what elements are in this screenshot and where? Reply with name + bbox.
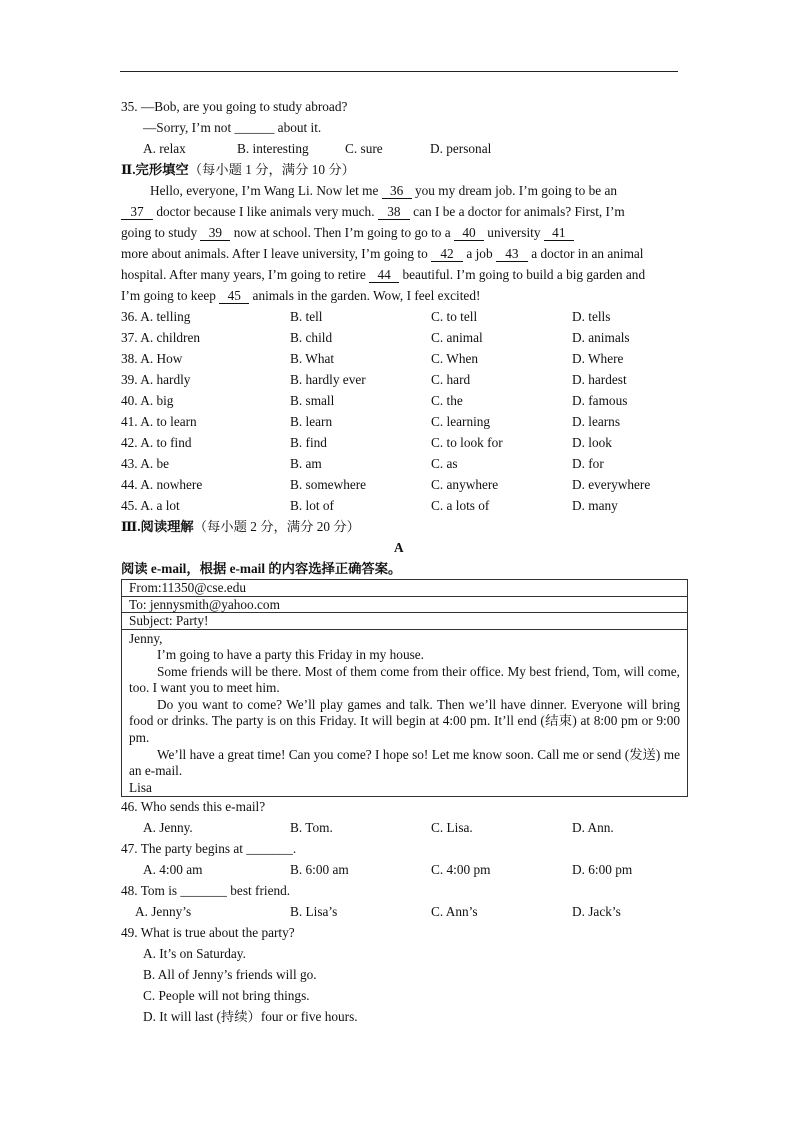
cloze-text: doctor because I like animals very much. [153, 204, 378, 219]
q48-stem: 48. Tom is _______ best friend. [121, 883, 291, 898]
cloze-text: now at school. Then I’m going to go to a [230, 225, 454, 240]
q49-option-c: C. People will not bring things. [143, 988, 310, 1003]
q49-option-b: B. All of Jenny’s friends will go. [143, 967, 317, 982]
q40-option-d: D. famous [572, 393, 628, 408]
email-paragraph-1: I’m going to have a party this Friday in my house. [157, 647, 425, 663]
q48-option-d: D. Jack’s [572, 904, 621, 919]
q44-option-a: 44. A. nowhere [121, 477, 203, 492]
blank-37: 37 [121, 204, 153, 220]
cloze-text: a job [463, 246, 496, 261]
q40-option-a: 40. A. big [121, 393, 174, 408]
q44-option-c: C. anywhere [431, 477, 499, 492]
blank-41: 41 [544, 225, 574, 241]
q43-option-c: C. as [431, 456, 458, 471]
q46-option-c: C. Lisa. [431, 820, 473, 835]
q42-option-b: B. find [290, 435, 327, 450]
email-from: From:11350@cse.edu [122, 580, 687, 597]
section2-note: （每小题 1 分，满分 10 分） [188, 162, 355, 177]
q41-option-a: 41. A. to learn [121, 414, 197, 429]
q40-option-b: B. small [290, 393, 335, 408]
q36-option-c: C. to tell [431, 309, 478, 324]
cloze-text: you my dream job. I’m going to be an [411, 183, 618, 198]
q38-option-d: D. Where [572, 351, 624, 366]
q45-option-a: 45. A. a lot [121, 498, 180, 513]
q40-option-c: C. the [431, 393, 463, 408]
q43-option-a: 43. A. be [121, 456, 170, 471]
cloze-line-3 [121, 224, 574, 242]
q48-option-b: B. Lisa’s [290, 904, 338, 919]
blank-44: 44 [369, 267, 399, 283]
passage-label: A [394, 540, 404, 555]
q42-option-c: C. to look for [431, 435, 503, 450]
q46-option-b: B. Tom. [290, 820, 333, 835]
cloze-text: going to study [121, 225, 201, 240]
q35-option-d: D. personal [430, 141, 492, 156]
q46-stem: 46. Who sends this e-mail? [121, 799, 266, 814]
q47-option-d: D. 6:00 pm [572, 862, 633, 877]
q47-stem: 47. The party begins at _______. [121, 841, 297, 856]
email-signature: Lisa [129, 779, 152, 795]
q49-stem: 49. What is true about the party? [121, 925, 295, 940]
q35-option-c: C. sure [345, 141, 383, 156]
q38-option-c: C. When [431, 351, 479, 366]
blank-39: 39 [200, 225, 230, 241]
section3-note: （每小题 2 分，满分 20 分） [193, 519, 360, 534]
q35-reply: —Sorry, I’m not ______ about it. [143, 120, 322, 135]
q43-option-d: D. for [572, 456, 604, 471]
cloze-text: beautiful. I’m going to build a big garden and [399, 267, 646, 282]
q42-option-a: 42. A. to find [121, 435, 192, 450]
email-paragraph-2: Some friends will be there. Most of them come from their office. My best friend, Tom, will come, too. I want you to meet him. [129, 663, 680, 696]
email-subject: Subject: Party! [122, 613, 687, 630]
blank-42: 42 [431, 246, 463, 262]
section3-title: Ⅲ.阅读理解 [121, 519, 194, 534]
q38-option-b: B. What [290, 351, 335, 366]
q46-option-a: A. Jenny. [143, 820, 193, 835]
q41-option-b: B. learn [290, 414, 333, 429]
q35-option-a: A. relax [143, 141, 186, 156]
q43-option-b: B. am [290, 456, 322, 471]
blank-40: 40 [454, 225, 484, 241]
q39-option-d: D. hardest [572, 372, 627, 387]
cloze-line-6 [121, 287, 480, 305]
header-rule [120, 71, 678, 72]
cloze-text: I’m going to keep [121, 288, 220, 303]
q48-option-a: A. Jenny’s [135, 904, 192, 919]
q49-option-d: D. It will last (持续）four or five hours. [143, 1009, 358, 1024]
q44-option-d: D. everywhere [572, 477, 651, 492]
section3-heading [121, 518, 360, 536]
q47-option-a: A. 4:00 am [143, 862, 203, 877]
email-paragraph-4: We’ll have a great time! Can you come? I hope so! Let me know soon. Call me or send (发送) me an e-mail. [129, 746, 680, 779]
cloze-text: hospital. After many years, I’m going to retire [121, 267, 370, 282]
blank-45: 45 [219, 288, 249, 304]
q39-option-b: B. hardly ever [290, 372, 366, 387]
q41-option-d: D. learns [572, 414, 620, 429]
q49-option-a: A. It’s on Saturday. [143, 946, 246, 961]
cloze-text: animals in the garden. Wow, I feel excited! [249, 288, 481, 303]
blank-36: 36 [382, 183, 412, 199]
blank-38: 38 [378, 204, 410, 220]
q39-option-a: 39. A. hardly [121, 372, 191, 387]
cloze-text: Hello, everyone, I’m Wang Li. Now let me [150, 183, 382, 198]
q41-option-c: C. learning [431, 414, 491, 429]
q47-option-c: C. 4:00 pm [431, 862, 491, 877]
email-body [122, 630, 687, 797]
cloze-line-5 [121, 266, 645, 284]
cloze-text: more about animals. After I leave university, I’m going to [121, 246, 432, 261]
email-greeting: Jenny, [129, 630, 163, 646]
reading-instruction: 阅读 e-mail，根据 e-mail 的内容选择正确答案。 [121, 561, 402, 576]
q46-option-d: D. Ann. [572, 820, 614, 835]
q35-stem: 35. —Bob, are you going to study abroad? [121, 99, 348, 114]
cloze-line-1 [150, 182, 617, 200]
q44-option-b: B. somewhere [290, 477, 367, 492]
q35-option-b: B. interesting [237, 141, 309, 156]
cloze-line-4 [121, 245, 644, 263]
q37-option-b: B. child [290, 330, 333, 345]
q39-option-c: C. hard [431, 372, 471, 387]
email-box [121, 579, 688, 797]
cloze-text: a doctor in an animal [527, 246, 644, 261]
q45-option-c: C. a lots of [431, 498, 490, 513]
q47-option-b: B. 6:00 am [290, 862, 349, 877]
q37-option-c: C. animal [431, 330, 483, 345]
q37-option-d: D. animals [572, 330, 630, 345]
q37-option-a: 37. A. children [121, 330, 201, 345]
q48-option-c: C. Ann’s [431, 904, 478, 919]
cloze-line-2 [121, 203, 625, 221]
q36-option-d: D. tells [572, 309, 611, 324]
email-to: To: jennysmith@yahoo.com [122, 597, 687, 614]
email-paragraph-3: Do you want to come? We’ll play games and talk. Then we’ll have dinner. Everyone will bring food or drinks. The party is on this Friday. It will begin at 4:00 pm. It’ll end (结束) at 8:00 pm or 9:00 pm. [129, 696, 680, 746]
section2-heading [121, 161, 355, 179]
q42-option-d: D. look [572, 435, 612, 450]
cloze-text: can I be a doctor for animals? First, I’m [409, 204, 625, 219]
q45-option-b: B. lot of [290, 498, 334, 513]
q38-option-a: 38. A. How [121, 351, 183, 366]
q36-option-a: 36. A. telling [121, 309, 191, 324]
cloze-text: university [483, 225, 544, 240]
section2-title: Ⅱ.完形填空 [121, 162, 189, 177]
blank-43: 43 [496, 246, 528, 262]
q36-option-b: B. tell [290, 309, 323, 324]
q45-option-d: D. many [572, 498, 618, 513]
